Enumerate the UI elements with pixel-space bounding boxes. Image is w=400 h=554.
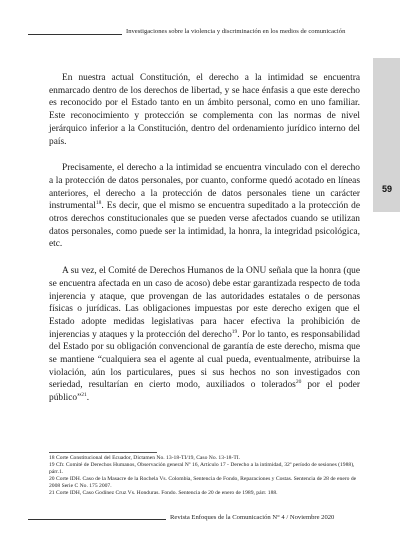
paragraph-text: . (86, 393, 90, 404)
running-footer: Revista Enfoques de la Comunicación N° 4 / Noviembre 2020 (170, 514, 335, 521)
paragraph-text: . Es decir, que el mismo se encuentra supeditado a la protección de otros derechos constitucionales que se pueden verse afectados cuando se utilizan datos personales, como puede ser la intimidad, la honra, la integridad psicológica, etc. (49, 201, 360, 250)
footer-rule (28, 519, 166, 520)
paragraph-text: En nuestra actual Constitución, el derecho a la intimidad se encuentra enmarcado dentro de los derechos de libertad, y se hace énfasis a que este derecho es reconocido por el Estado tanto en un ámbito personal, como en uno familiar. Este reconocimiento y protección se complementa con las normas de nivel jerárquico inferior a la Constitución, dentro del ordenamiento jurídico interno del país. (49, 73, 360, 147)
paragraph-text: Precisamente, el derecho a la intimidad se encuentra vinculado con el derecho a la protección de datos personales, por cuanto, conforme quedó acotado en líneas anteriores, el derecho a la protección de datos personales tiene un carácter instrumental (49, 163, 360, 212)
footnote-ref-19[interactable]: 19 (231, 328, 238, 335)
header-rule (28, 34, 122, 35)
footnote-21: 21 Corte IDH, Caso Godínez Cruz Vs. Honduras. Fondo. Sentencia de 20 de enero de 1989, párr. 188. (49, 490, 278, 497)
footnote-ref-20[interactable]: 20 (295, 379, 302, 386)
footnote-rule (49, 452, 157, 453)
paragraph-3 (49, 265, 360, 405)
footnotes (49, 455, 360, 498)
paragraph-text: por el poder público” (49, 380, 361, 404)
paragraph-text: . Por lo tanto, es responsabilidad del Estado por su obligación convencional de garantía de este derecho, misma que se mantiene “cualquiera sea el agente al cual pueda, eventualmente, atribuirse la violación, aún los particulares, pues si sus hechos no son investigados con seriedad, resultarían en cierto modo, auxiliados o tolerados (49, 329, 360, 391)
footnote-20: 20 Corte IDH. Caso de la Masacre de la Rochela Vs. Colombia, Sentencia de Fondo, Reparaciones y Costas. Sentencia de 28 de enero de 2008 Serie C No. 175 2007. (49, 476, 357, 490)
page-number: 59 (381, 184, 392, 194)
footnote-ref-18[interactable]: 18 (95, 200, 102, 207)
running-header: Investigaciones sobre la violencia y discriminación en los medios de comunicación (126, 28, 346, 35)
footnote-ref-21[interactable]: 21 (81, 392, 87, 399)
footnote-19: 19 Cfr. Comité de Derechos Humanos, Observación general Nº 16, Artículo 17 - Derecho a la intimidad, 32º período de sesiones (1988), párr.1. (49, 462, 355, 476)
body-text (49, 72, 360, 419)
footnote-18: 18 Corte Constitucional del Ecuador, Dictamen No. 13-18-TI/19, Caso No. 13-18-TI. (49, 455, 241, 461)
paragraph-text: A su vez, el Comité de Derechos Humanos de la ONU señala que la honra (que se encuentra afectada en un caso de acoso) debe estar garantizada respecto de toda injerencia y ataque, que provengan de las autoridades estatales o de personas físicas o jurídicas. Las obligaciones impuestas por este derecho exigen que el Estado adopte medidas legislativas para hacer efectiva la prohibición de injerencias y ataques y la protección del derecho (49, 266, 360, 340)
paragraph-1 (49, 72, 360, 148)
paragraph-2 (49, 162, 360, 251)
